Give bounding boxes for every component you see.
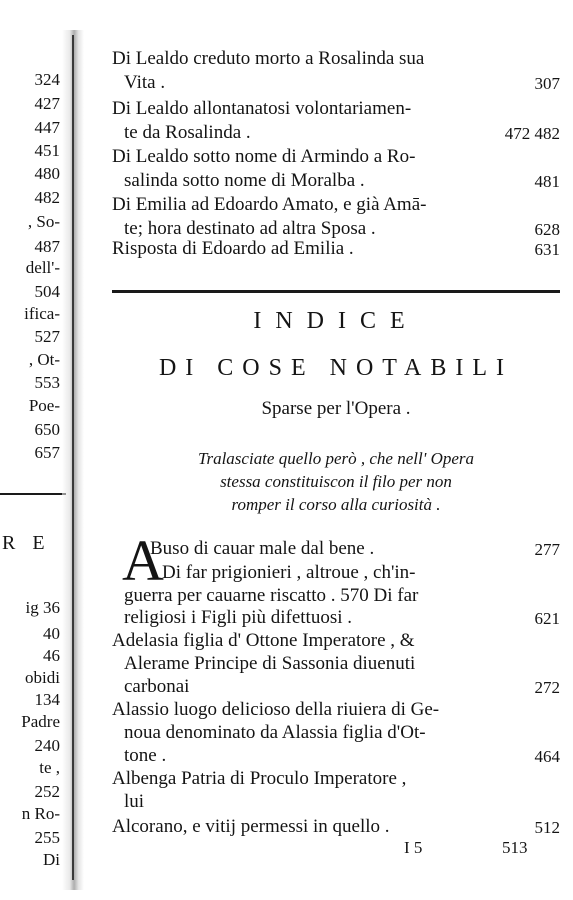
entry-page-number: 628: [534, 220, 560, 239]
entry-page-number: 472 482: [504, 124, 560, 143]
left-page-entry: 482: [34, 188, 60, 207]
left-page-entry: 447: [34, 118, 60, 137]
entry-text: Vita .: [124, 72, 166, 93]
entry-text: Alerame Principe di Sassonia diuenuti: [124, 653, 416, 674]
entry-text: noua denominato da Alassia figlia d'Ot-: [124, 722, 426, 743]
letter-entry-line: [112, 48, 424, 70]
left-page-entry: Di: [43, 850, 60, 869]
entry-page-number: 307: [534, 74, 560, 93]
left-page-entry: dell'-: [25, 258, 60, 277]
left-page-entry: 40: [43, 624, 60, 643]
entry-page-number: 631: [534, 240, 560, 259]
note-line-2: stessa constituiscon il filo per non: [220, 472, 452, 491]
index-entry-line: [162, 562, 416, 584]
index-entry-line: [124, 745, 166, 767]
index-caption: Sparse per l'Opera .: [261, 398, 411, 419]
left-page-entry: 240: [34, 736, 60, 755]
section-rule: [112, 290, 560, 293]
entry-page-number: 512: [534, 818, 560, 837]
entry-page-number: 277: [534, 540, 560, 559]
left-page-entry: Padre: [21, 712, 60, 731]
letter-entry-line: [112, 238, 354, 260]
entry-text: Di Emilia ad Edoardo Amato, e già Amā-: [112, 194, 427, 215]
index-entry-line: [124, 585, 418, 607]
entry-text: te; hora destinato ad altra Sposa .: [124, 218, 376, 239]
left-page-entry: , Ot-: [28, 350, 60, 369]
left-page-entry: Poe-: [28, 396, 60, 415]
left-page-entry: n Ro-: [21, 804, 60, 823]
letter-entry-line: [112, 146, 415, 168]
letter-entry-line: [124, 72, 165, 94]
left-page-entry: 650: [34, 420, 60, 439]
entry-page-number: 481: [534, 172, 560, 191]
entry-page-number: 464: [534, 747, 560, 766]
left-page-heading: R E: [2, 532, 51, 554]
left-page-entry: ig 36: [25, 598, 60, 617]
left-page-entry: 252: [34, 782, 60, 801]
letter-entry-line: [112, 194, 426, 216]
left-page-fragment: [0, 0, 66, 900]
index-entry-line: [124, 653, 415, 675]
entry-text: Buso di cauar male dal bene .: [150, 538, 375, 559]
page-number: 513: [502, 838, 528, 857]
entry-text: Di Lealdo creduto morto a Rosalinda sua: [112, 48, 425, 69]
entry-text: te da Rosalinda .: [124, 122, 251, 143]
index-entry-line: [112, 699, 439, 721]
letter-entry-line: [124, 218, 376, 240]
entry-text: Risposta di Edoardo ad Emilia .: [112, 238, 354, 259]
entry-text: Albenga Patria di Proculo Imperatore ,: [112, 768, 407, 789]
entry-text: Di Lealdo allontanatosi volontariamen-: [112, 98, 412, 119]
entry-text: Alcorano, e vitij permessi in quello .: [112, 816, 390, 837]
drop-cap: A: [122, 528, 164, 593]
left-page-rule: [0, 493, 66, 495]
entry-text: Alassio luogo delicioso della riuiera di Ge-: [112, 699, 440, 720]
right-page: [112, 0, 560, 900]
index-subtitle: DI COSE NOTABILI: [158, 355, 514, 381]
entry-page-number: 621: [534, 609, 560, 628]
left-page-entry: , So-: [27, 212, 60, 231]
entry-text: Adelasia figlia d' Ottone Imperatore , &: [112, 630, 415, 651]
left-page-entry: obidi: [25, 668, 60, 687]
gutter-line: [72, 35, 74, 880]
left-page-entry: 487: [34, 237, 60, 256]
left-page-entry: 657: [34, 443, 60, 462]
entry-text: salinda sotto nome di Moralba .: [124, 170, 365, 191]
entry-text: guerra per cauarne riscatto . 570 Di far: [124, 585, 419, 606]
index-entry-line: [112, 816, 390, 838]
entry-text: lui: [124, 791, 145, 812]
left-page-entry: 451: [34, 141, 60, 160]
left-page-entry: 504: [34, 282, 60, 301]
note-line-1: Tralasciate quello però , che nell' Opera: [197, 449, 475, 468]
index-entry-line: [150, 538, 374, 560]
entry-text: Di far prigionieri , altroue , ch'in-: [162, 562, 416, 583]
index-entry-line: [124, 722, 426, 744]
entry-text: tone .: [124, 745, 167, 766]
left-page-entry: te ,: [39, 758, 60, 777]
left-page-entry: 427: [34, 94, 60, 113]
left-page-entry: 553: [34, 373, 60, 392]
entry-page-number: 272: [534, 678, 560, 697]
entry-text: Di Lealdo sotto nome di Armindo a Ro-: [112, 146, 416, 167]
left-page-entry: 480: [34, 164, 60, 183]
index-entry-line: [124, 676, 189, 698]
left-page-entry: 527: [34, 327, 60, 346]
letter-entry-line: [112, 98, 411, 120]
index-entry-line: [112, 630, 415, 652]
left-page-entry: 134: [34, 690, 60, 709]
index-title: INDICE: [253, 308, 419, 334]
entry-text: religiosi i Figli più difettuosi .: [124, 607, 352, 628]
index-entry-line: [124, 791, 144, 813]
note-line-3: romper il corso alla curiosità .: [231, 495, 441, 514]
letter-entry-line: [124, 122, 251, 144]
left-page-entry: 46: [43, 646, 60, 665]
left-page-entry: 324: [34, 70, 60, 89]
left-page-entry: ifica-: [24, 304, 60, 323]
index-entry-line: [124, 607, 352, 629]
entry-text: carbonai: [124, 676, 190, 697]
signature-mark: I 5: [404, 838, 423, 857]
letter-entry-line: [124, 170, 365, 192]
left-page-entry: 255: [34, 828, 60, 847]
index-entry-line: [112, 768, 406, 790]
